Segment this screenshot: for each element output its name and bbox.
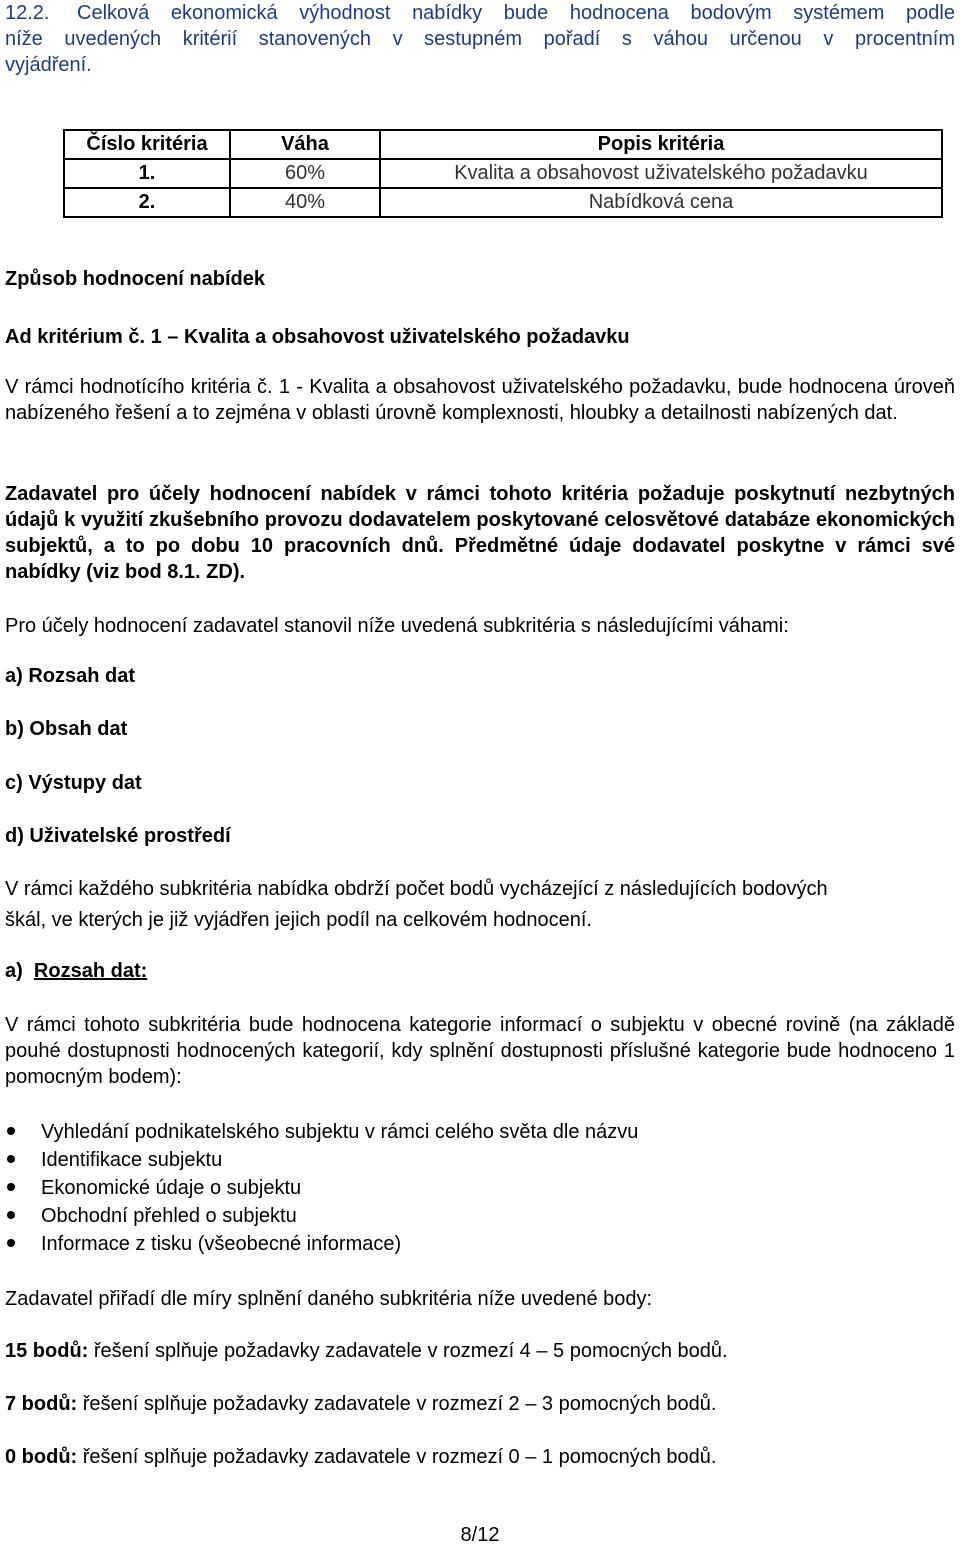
score-label: 0 bodů: (5, 1446, 78, 1468)
subcriterion-b: b) Obsah dat (5, 718, 128, 740)
score-label: 7 bodů: (5, 1393, 78, 1415)
score-line (5, 1338, 955, 1364)
points-paragraph-line-2: škál, ve kterých je již vyjádřen jejich podíl na celkovém hodnocení. (5, 909, 592, 931)
section-a-heading (5, 958, 955, 984)
section-a-label: a) (5, 960, 23, 982)
score-text: řešení splňuje požadavky zadavatele v rozmezí 0 – 1 pomocných bodů. (77, 1446, 717, 1468)
score-text: řešení splňuje požadavky zadavatele v rozmezí 2 – 3 pomocných bodů. (77, 1393, 717, 1415)
cell-weight: 40% (230, 188, 380, 217)
subcriteria-intro: Pro účely hodnocení zadavatel stanovil níže uvedená subkritéria s následujícími váhami: (5, 615, 789, 637)
score-label: 15 bodů: (5, 1340, 89, 1362)
requirement-paragraph: Zadavatel pro účely hodnocení nabídek v rámci tohoto kritéria požaduje poskytnutí nezbytných údajů k využití zkušebního provozu dodavatelem poskytované celosvětové databáze ekonomických subjektů, a to po dobu 10 pracovních dnů. Předmětné údaje dodavatel poskytne v rámci své nabídky (viz bod 8.1. ZD). (5, 483, 955, 583)
assign-paragraph: Zadavatel přiřadí dle míry splnění daného subkritéria níže uvedené body: (5, 1288, 653, 1310)
heading-method: Způsob hodnocení nabídek (5, 268, 265, 290)
score-text: řešení splňuje požadavky zadavatele v rozmezí 4 – 5 pomocných bodů. (88, 1340, 728, 1362)
cell-number: 1. (64, 159, 230, 188)
subcriterion-d: d) Uživatelské prostředí (5, 825, 231, 847)
cell-description: Nabídková cena (380, 188, 942, 217)
section-number: 12.2. (5, 2, 50, 24)
criterion-paragraph: V rámci hodnotícího kritéria č. 1 - Kvalita a obsahovost uživatelského požadavku, bude hodnocena úroveň nabízeného řešení a to zejména v oblasti úrovně komplexnosti, hloubky a detailnosti nabízených dat. (5, 376, 955, 424)
subcriterion-a: a) Rozsah dat (5, 665, 136, 687)
list-item: Vyhledání podnikatelského subjektu v rámci celého světa dle názvu (5, 1118, 945, 1146)
cell-weight: 60% (230, 159, 380, 188)
criteria-table (63, 129, 943, 218)
section-a-title: Rozsah dat: (33, 960, 148, 982)
intro-line-1: Celková ekonomická výhodnost nabídky bude hodnocena bodovým systémem podle (77, 2, 955, 24)
cell-number: 2. (64, 188, 230, 217)
category-list (5, 1118, 945, 1258)
list-item: Identifikace subjektu (5, 1146, 945, 1174)
table-row (64, 159, 942, 188)
header-weight: Váha (230, 130, 380, 159)
header-description: Popis kritéria (380, 130, 942, 159)
table-row (64, 188, 942, 217)
table-header-row (64, 130, 942, 159)
intro-line-2: níže uvedených kritérií stanovených v sestupném pořadí s váhou určenou v procentním (5, 28, 955, 50)
list-item: Obchodní přehled o subjektu (5, 1202, 945, 1230)
header-criterion-number: Číslo kritéria (64, 130, 230, 159)
score-line (5, 1444, 955, 1470)
score-line (5, 1391, 955, 1417)
list-item: Ekonomické údaje o subjektu (5, 1174, 945, 1202)
list-item: Informace z tisku (všeobecné informace) (5, 1230, 945, 1258)
heading-criterion: Ad kritérium č. 1 – Kvalita a obsahovost uživatelského požadavku (5, 326, 630, 348)
intro-line-3: vyjádření. (5, 54, 92, 76)
points-paragraph-line-1: V rámci každého subkritéria nabídka obdrží počet bodů vycházející z následujících bodových (5, 878, 828, 900)
subcriterion-c: c) Výstupy dat (5, 772, 142, 794)
cell-description: Kvalita a obsahovost uživatelského požadavku (380, 159, 942, 188)
intro-paragraph (5, 0, 955, 78)
page-number: 8/12 (460, 1524, 500, 1546)
scope-paragraph: V rámci tohoto subkritéria bude hodnocena kategorie informací o subjektu v obecné rovině (na základě pouhé dostupnosti hodnocených kategorií, kdy splnění dostupnosti příslušné kategorie bude hodnoceno 1 pomocným bodem): (5, 1014, 955, 1088)
